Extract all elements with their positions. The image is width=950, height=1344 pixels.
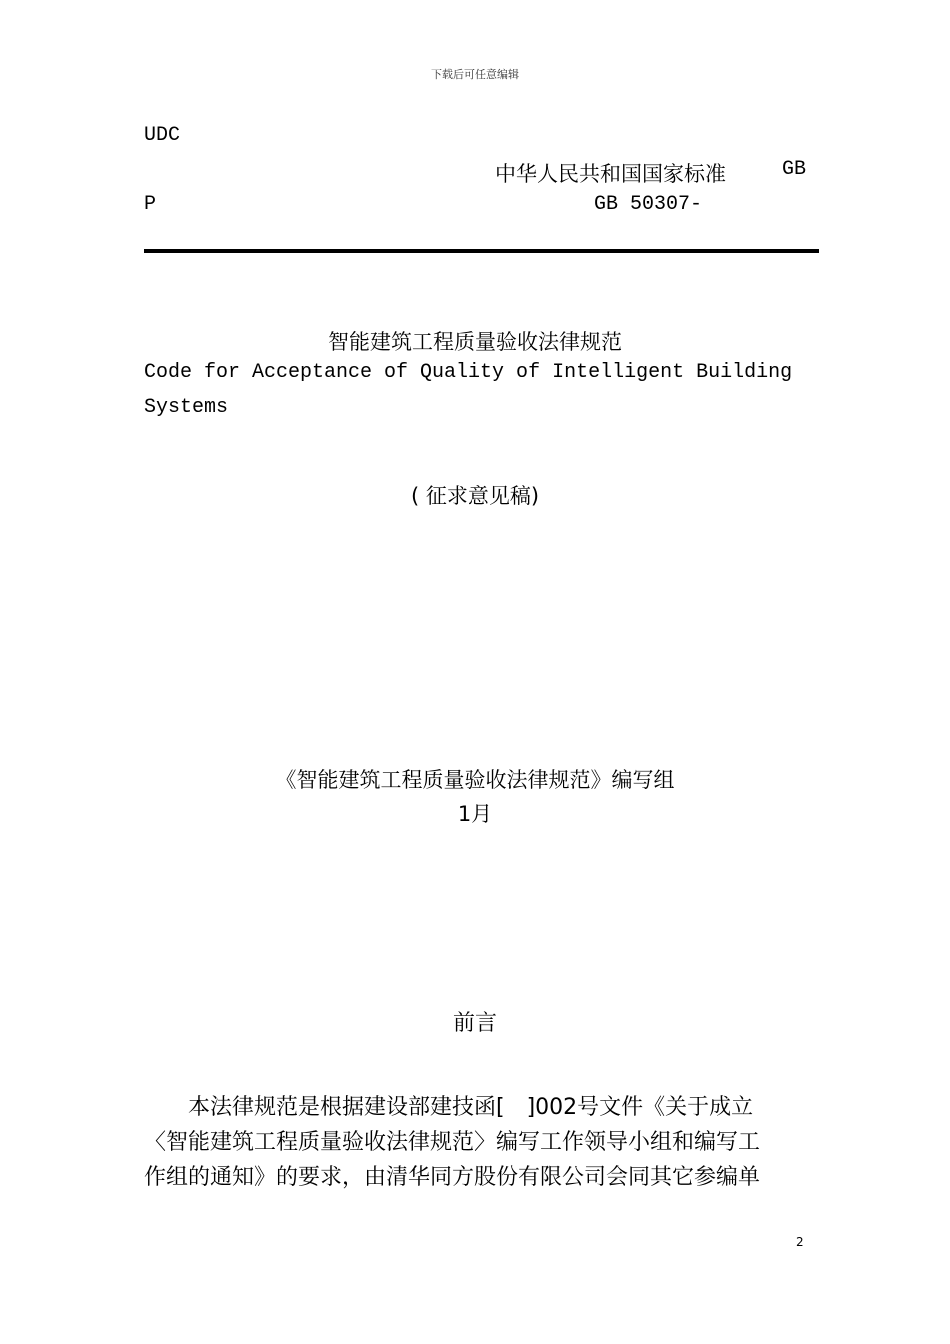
document-date: 1月 <box>457 802 493 826</box>
document-title-en-line-2: Systems <box>144 396 229 419</box>
draft-note: ( 征求意见稿) <box>410 484 540 508</box>
page-number: 2 <box>796 1235 804 1249</box>
document-title-cn: 智能建筑工程质量验收法律规范 <box>328 330 622 354</box>
preface-paragraph-line: 〈智能建筑工程质量验收法律规范〉编写工作领导小组和编写工 <box>144 1130 761 1155</box>
udc-label: UDC <box>144 124 181 147</box>
preface-title: 前言 <box>452 1011 497 1036</box>
standard-number: GB 50307- <box>594 193 703 216</box>
p-label: P <box>144 193 157 216</box>
header-note: 下载后可任意编辑 <box>431 68 519 81</box>
preface-paragraph-line: 本法律规范是根据建设部建技函[ ]002号文件《关于成立 <box>188 1095 754 1120</box>
compiler-group: 《智能建筑工程质量验收法律规范》编写组 <box>275 768 675 792</box>
header-rule-divider <box>144 249 819 253</box>
standard-title: 中华人民共和国国家标准 <box>495 162 726 186</box>
gb-tag: GB <box>782 158 807 181</box>
document-title-en-line-1: Code for Acceptance of Quality of Intelligent Building <box>144 361 793 384</box>
preface-paragraph-line: 作组的通知》的要求，由清华同方股份有限公司会同其它参编单 <box>144 1165 761 1190</box>
